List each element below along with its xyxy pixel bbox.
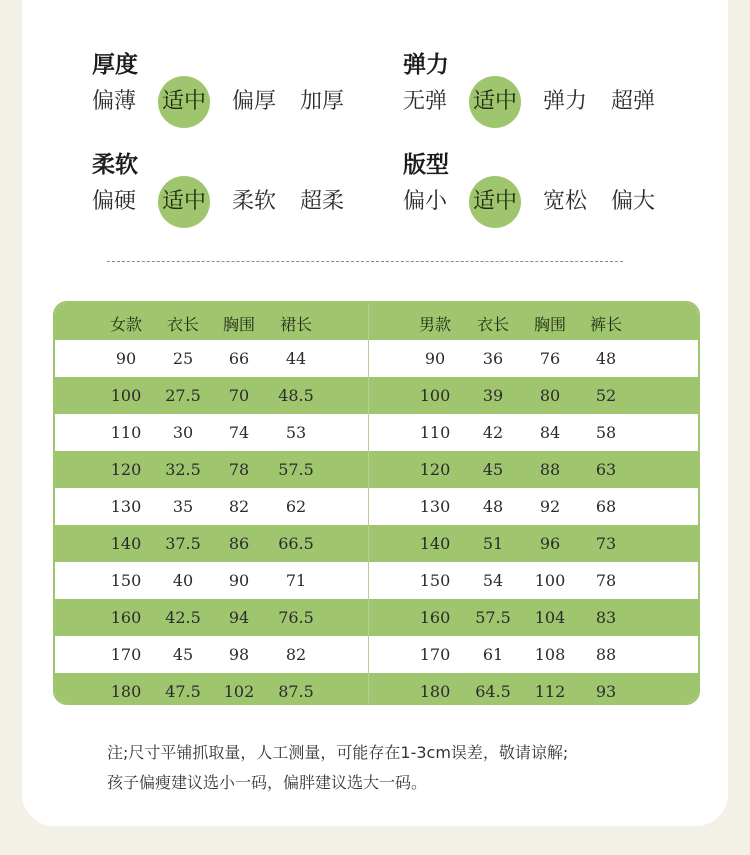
- header-cell: 裙长: [279, 315, 312, 334]
- table-cell: 63: [595, 460, 617, 479]
- table-cell: 74: [228, 423, 250, 442]
- table-cell: 39: [482, 386, 504, 405]
- table-cell: 47.5: [165, 682, 201, 701]
- table-cell: 42: [482, 423, 504, 442]
- table-cell: 51: [482, 534, 504, 553]
- table-cell: 57.5: [278, 460, 314, 479]
- table-cell: 76.5: [278, 608, 314, 627]
- table-cell: 170: [110, 645, 142, 664]
- table-cell: 93: [595, 682, 617, 701]
- table-cell: 87.5: [278, 682, 314, 701]
- table-cell: 45: [172, 645, 194, 664]
- table-cell: 48: [595, 349, 617, 368]
- table-row: [55, 451, 698, 488]
- header-cell: 女款: [109, 315, 142, 334]
- header-cell: 胸围: [222, 315, 255, 334]
- table-cell: 27.5: [165, 386, 201, 405]
- table-row: [55, 414, 698, 451]
- table-cell: 71: [285, 571, 307, 590]
- table-cell: 94: [228, 608, 250, 627]
- table-cell: 120: [110, 460, 142, 479]
- table-column-divider: [368, 303, 369, 703]
- table-cell: 45: [482, 460, 504, 479]
- option: 宽松: [542, 189, 587, 214]
- table-cell: 102: [223, 682, 255, 701]
- attr-title: 版型: [403, 152, 449, 178]
- option: 柔软: [231, 189, 276, 214]
- table-cell: 32.5: [165, 460, 201, 479]
- table-row: [55, 340, 698, 377]
- table-cell: 70: [228, 386, 250, 405]
- table-cell: 64.5: [475, 682, 511, 701]
- table-row: [55, 673, 698, 705]
- table-row: [55, 525, 698, 562]
- table-cell: 37.5: [165, 534, 201, 553]
- table-cell: 76: [539, 349, 561, 368]
- table-cell: 108: [534, 645, 566, 664]
- option: 偏厚: [231, 89, 276, 114]
- table-cell: 160: [110, 608, 142, 627]
- table-cell: 53: [285, 423, 307, 442]
- table-cell: 180: [110, 682, 142, 701]
- attr-softness: [92, 146, 372, 230]
- table-cell: 140: [110, 534, 142, 553]
- option: 弹力: [542, 89, 587, 114]
- table-cell: 82: [228, 497, 250, 516]
- table-cell: 88: [595, 645, 617, 664]
- table-row: [55, 636, 698, 673]
- table-cell: 100: [419, 386, 451, 405]
- table-cell: 61: [482, 645, 504, 664]
- table-cell: 78: [595, 571, 617, 590]
- table-cell: 66: [228, 349, 250, 368]
- table-cell: 58: [595, 423, 617, 442]
- table-cell: 90: [424, 349, 446, 368]
- table-cell: 112: [534, 682, 566, 701]
- table-cell: 90: [228, 571, 250, 590]
- size-note-line-2: 孩子偏瘦建议选小一码，偏胖建议选大一码。: [107, 773, 428, 792]
- attr-elasticity: [403, 46, 683, 130]
- size-table: [53, 301, 700, 705]
- table-cell: 57.5: [475, 608, 511, 627]
- option: 偏大: [610, 189, 655, 214]
- table-cell: 130: [419, 497, 451, 516]
- table-cell: 52: [595, 386, 617, 405]
- option: 超弹: [610, 89, 655, 114]
- table-cell: 66.5: [278, 534, 314, 553]
- header-cell: 衣长: [166, 315, 199, 334]
- table-cell: 44: [285, 349, 307, 368]
- table-cell: 86: [228, 534, 250, 553]
- table-cell: 25: [172, 349, 194, 368]
- table-cell: 98: [228, 645, 250, 664]
- table-cell: 54: [482, 571, 504, 590]
- table-cell: 83: [595, 608, 617, 627]
- table-cell: 120: [419, 460, 451, 479]
- option: 超柔: [299, 189, 344, 214]
- option: 无弹: [402, 89, 447, 114]
- table-cell: 104: [534, 608, 566, 627]
- attr-title: 弹力: [403, 52, 449, 78]
- table-cell: 48.5: [278, 386, 314, 405]
- table-row: [55, 377, 698, 414]
- table-cell: 62: [285, 497, 307, 516]
- table-cell: 40: [172, 571, 194, 590]
- table-cell: 140: [419, 534, 451, 553]
- table-cell: 96: [539, 534, 561, 553]
- table-cell: 82: [285, 645, 307, 664]
- table-cell: 68: [595, 497, 617, 516]
- option-selected: 适中: [469, 76, 521, 128]
- table-cell: 180: [419, 682, 451, 701]
- table-cell: 92: [539, 497, 561, 516]
- table-cell: 35: [172, 497, 194, 516]
- table-header-row: [55, 303, 698, 340]
- table-cell: 73: [595, 534, 617, 553]
- table-row: [55, 599, 698, 636]
- attr-fit: [403, 146, 683, 230]
- option-selected: 适中: [469, 176, 521, 228]
- option: 加厚: [299, 89, 344, 114]
- option-selected: 适中: [158, 176, 210, 228]
- table-row: [55, 562, 698, 599]
- attr-title: 柔软: [92, 152, 138, 178]
- table-cell: 48: [482, 497, 504, 516]
- table-cell: 160: [419, 608, 451, 627]
- table-cell: 170: [419, 645, 451, 664]
- table-cell: 30: [172, 423, 194, 442]
- size-note-line-1: 注;尺寸平铺抓取量，人工测量，可能存在1-3cm误差，敬请谅解;: [107, 743, 569, 762]
- table-cell: 78: [228, 460, 250, 479]
- option: 偏硬: [91, 189, 136, 214]
- attr-thickness: [92, 46, 372, 130]
- table-cell: 36: [482, 349, 504, 368]
- dashed-divider: [107, 261, 623, 262]
- header-cell: 衣长: [476, 315, 509, 334]
- table-cell: 130: [110, 497, 142, 516]
- table-cell: 100: [534, 571, 566, 590]
- attr-title: 厚度: [92, 52, 138, 78]
- table-cell: 110: [110, 423, 142, 442]
- table-cell: 150: [419, 571, 451, 590]
- option: 偏薄: [91, 89, 136, 114]
- option-selected: 适中: [158, 76, 210, 128]
- table-cell: 80: [539, 386, 561, 405]
- table-cell: 42.5: [165, 608, 201, 627]
- table-row: [55, 488, 698, 525]
- header-cell: 男款: [418, 315, 451, 334]
- table-cell: 88: [539, 460, 561, 479]
- header-cell: 胸围: [533, 315, 566, 334]
- header-cell: 裤长: [589, 315, 622, 334]
- table-cell: 150: [110, 571, 142, 590]
- table-cell: 100: [110, 386, 142, 405]
- table-cell: 84: [539, 423, 561, 442]
- option: 偏小: [402, 189, 447, 214]
- table-cell: 90: [115, 349, 137, 368]
- table-cell: 110: [419, 423, 451, 442]
